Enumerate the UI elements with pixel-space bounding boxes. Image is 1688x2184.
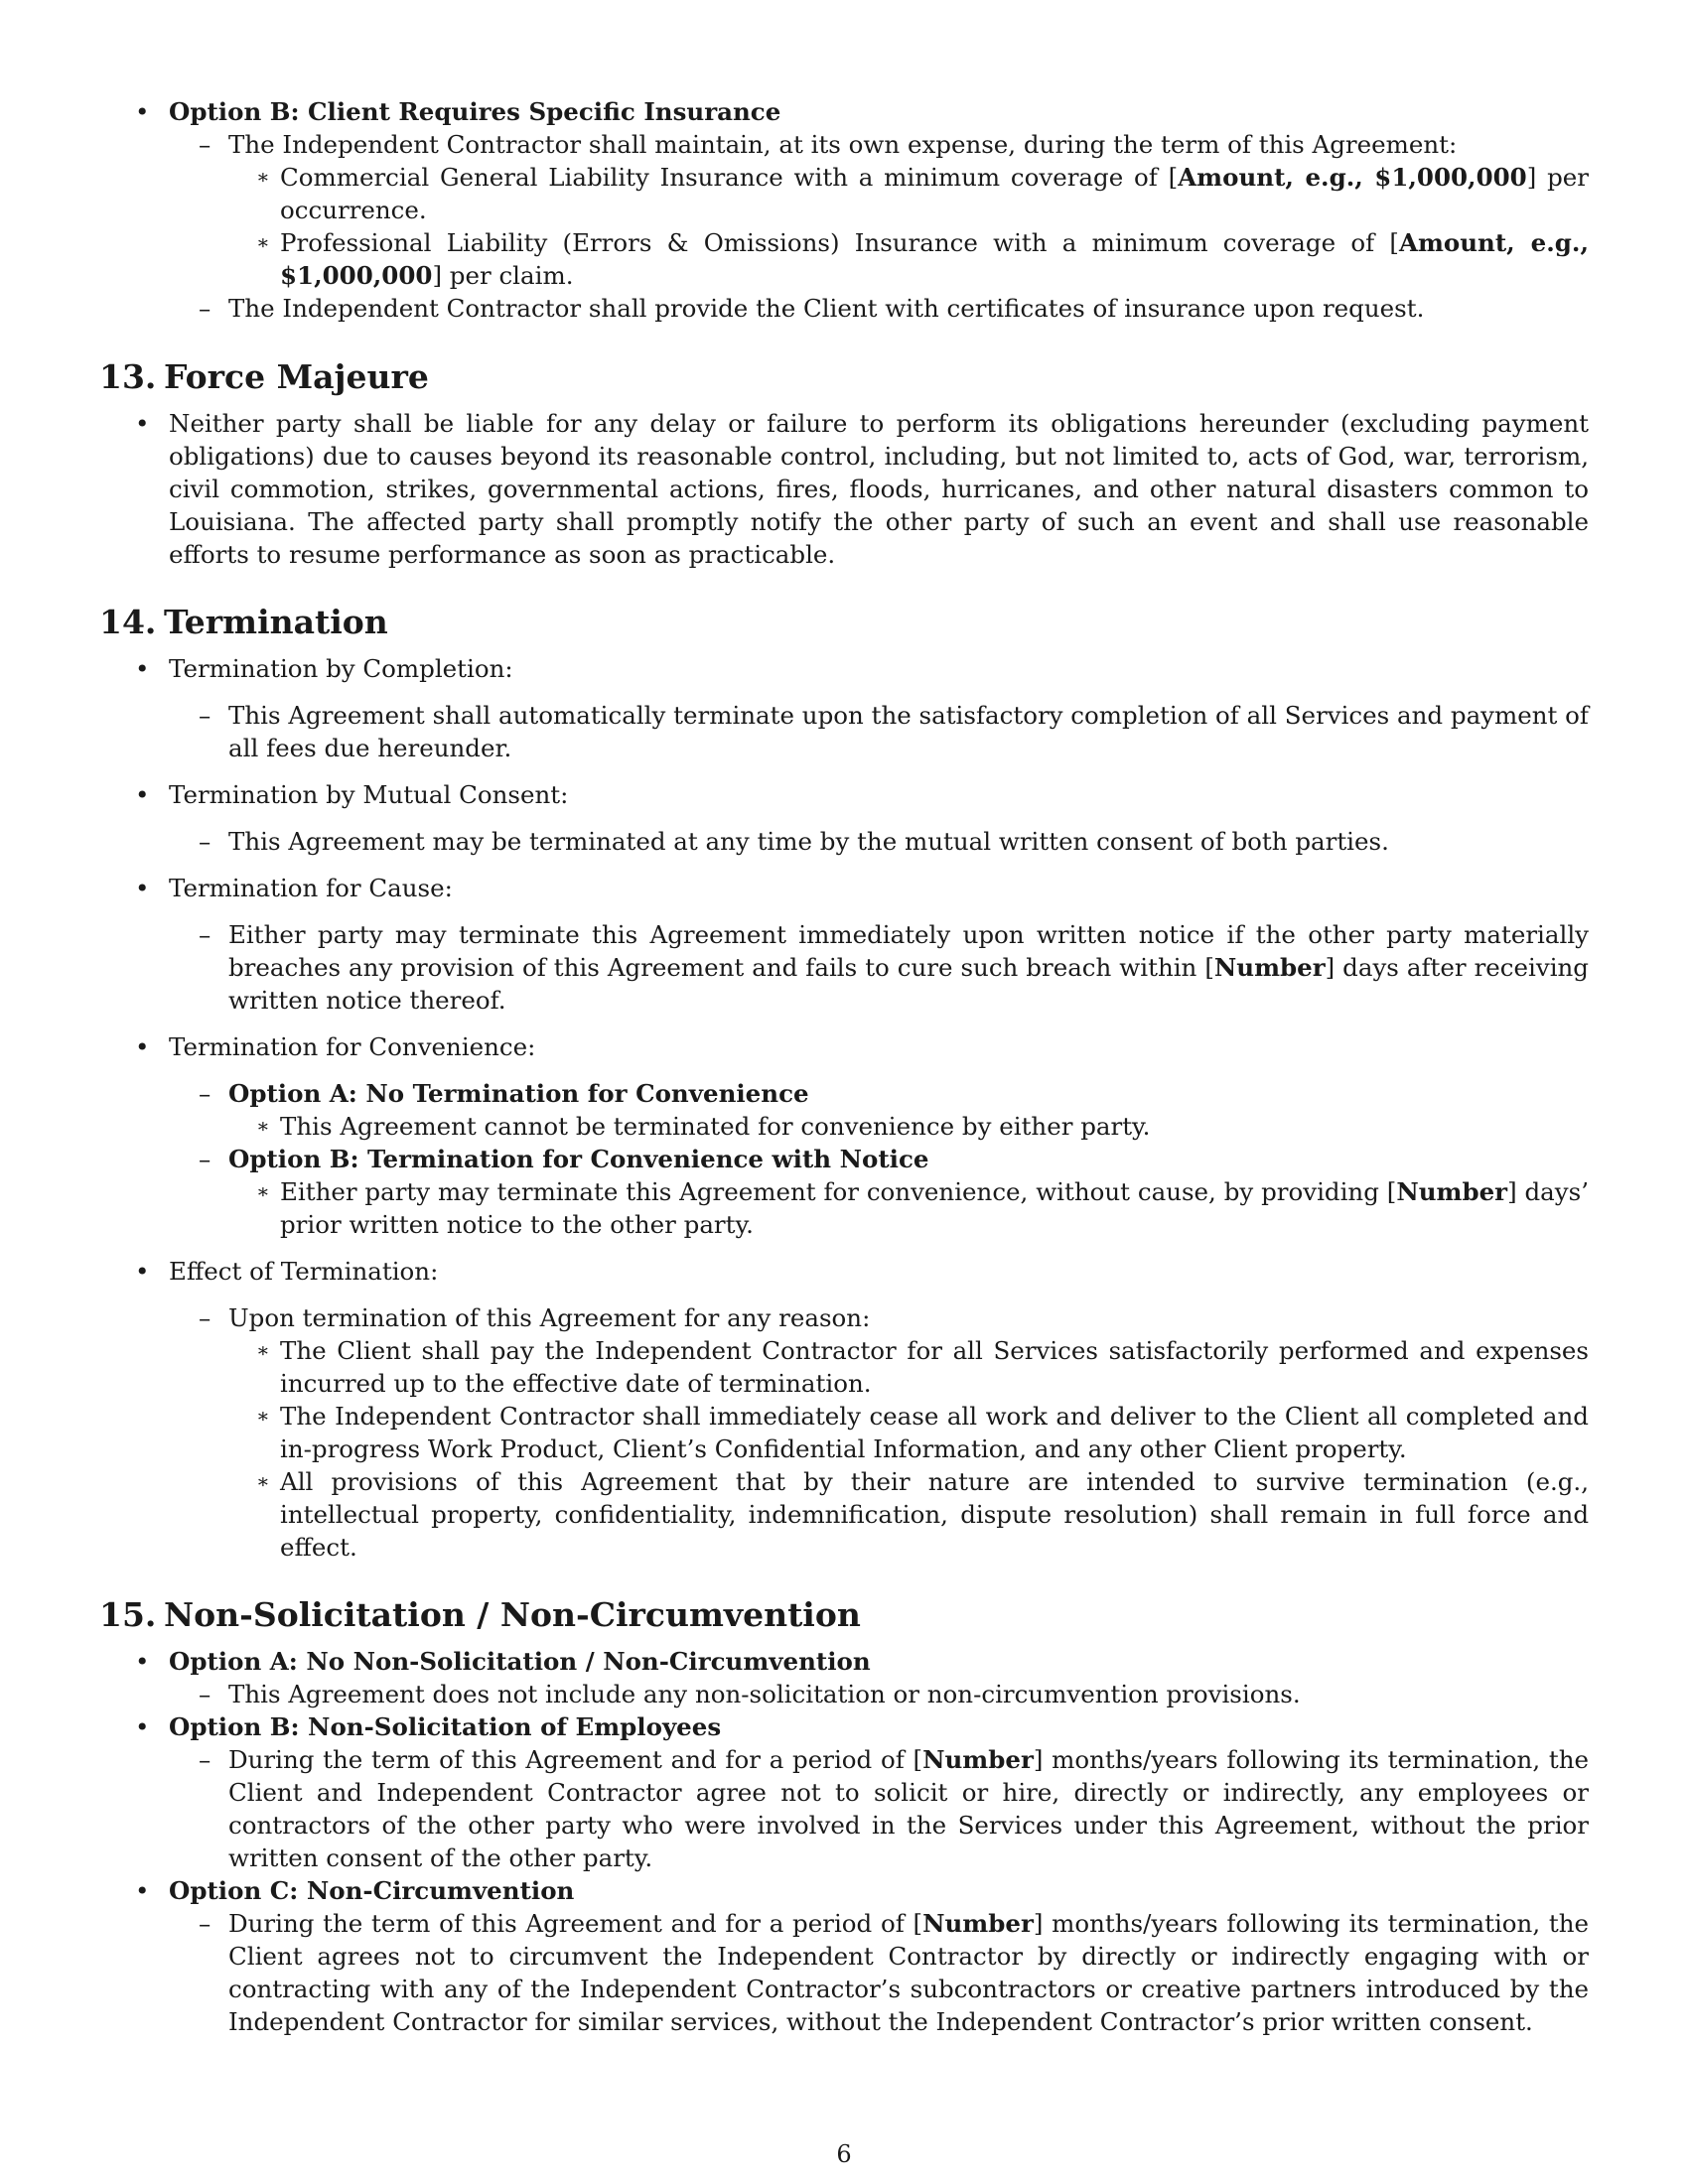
non-solicitation-options-list	[99, 1645, 1589, 2038]
placeholder-number: Number	[922, 1745, 1034, 1774]
force-majeure-list	[99, 407, 1589, 571]
termination-sublist	[169, 918, 1589, 1017]
bullet-marker: •	[135, 1257, 150, 1286]
termination-detail	[169, 918, 1589, 1017]
insurance-sublist	[169, 128, 1589, 325]
dash-marker: –	[199, 827, 211, 856]
option-text: This Agreement cannot be terminated for convenience by either party.	[280, 1112, 1151, 1141]
termination-text: This Agreement may be terminated at any time by the mutual written consent of both parties.	[228, 827, 1389, 856]
star-marker: ∗	[256, 1338, 270, 1362]
non-solicitation-option-c	[99, 1874, 1589, 2038]
option-text-end: ] days’ prior written notice to the other party.	[280, 1177, 1589, 1239]
certificates-item	[169, 292, 1589, 325]
option-detail	[169, 1678, 1589, 1710]
convenience-option-a	[169, 1077, 1589, 1143]
section-number: 14.	[99, 603, 157, 641]
star-marker: ∗	[256, 1114, 270, 1138]
bullet-marker: •	[135, 874, 150, 902]
option-title: Option A: No Termination for Convenience	[228, 1079, 809, 1108]
option-text-end: ] months/years following its termination, the Client and Independent Contractor agree not to solicit or hire, directly or indirectly, any employees or contractors of the other party who were involved in the Services under this Agreement, without the prior written consent of the other party.	[228, 1745, 1589, 1872]
section-heading-termination	[99, 603, 1589, 642]
star-marker: ∗	[256, 230, 270, 254]
placeholder-number: Number	[922, 1909, 1034, 1938]
effect-of-termination	[99, 1255, 1589, 1564]
dash-marker: –	[199, 701, 211, 730]
document-page	[99, 95, 1589, 2038]
bullet-marker: •	[135, 1712, 150, 1741]
section-title: Non-Solicitation / Non-Circumvention	[164, 1595, 861, 1634]
bullet-marker: •	[135, 1032, 150, 1061]
option-text: Either party may terminate this Agreement for convenience, without cause, by providing [	[280, 1177, 1397, 1206]
placeholder-number: Number	[1213, 953, 1326, 982]
placeholder-number: Number	[1396, 1177, 1508, 1206]
placeholder-amount: Amount, e.g., $1,000,000	[1178, 163, 1527, 192]
termination-sublist	[169, 699, 1589, 764]
section-heading-non-solicitation	[99, 1595, 1589, 1635]
dash-marker: –	[199, 130, 211, 159]
dash-marker: –	[199, 920, 211, 949]
effect-item-text: The Client shall pay the Independent Contractor for all Services satisfactorily performed and expenses incurred up to the effective date of termination.	[280, 1336, 1589, 1398]
insurance-types-list	[228, 161, 1589, 292]
termination-for-cause	[99, 872, 1589, 1017]
dash-marker: –	[199, 1745, 211, 1774]
dash-marker: –	[199, 1303, 211, 1332]
option-detail	[228, 1110, 1589, 1143]
option-detail-list	[169, 1907, 1589, 2038]
option-text: During the term of this Agreement and for a period of [	[228, 1745, 923, 1774]
termination-label: Termination by Completion:	[169, 654, 513, 683]
cgl-text-end: ] per occurrence.	[280, 163, 1589, 224]
termination-sublist	[169, 825, 1589, 858]
option-detail	[169, 1743, 1589, 1874]
non-solicitation-option-b	[99, 1710, 1589, 1874]
force-majeure-item	[99, 407, 1589, 571]
prof-text: Professional Liability (Errors & Omissions) Insurance with a minimum coverage of [	[280, 228, 1399, 257]
effect-sublist	[169, 1301, 1589, 1564]
termination-label: Effect of Termination:	[169, 1257, 439, 1286]
termination-label: Termination for Convenience:	[169, 1032, 536, 1061]
termination-label: Termination for Cause:	[169, 874, 453, 902]
option-title: Option C: Non-Circumvention	[169, 1876, 575, 1905]
section-title: Force Majeure	[164, 357, 429, 396]
insurance-intro-text: The Independent Contractor shall maintain, at its own expense, during the term of this Agreement:	[228, 130, 1458, 159]
option-detail-list	[169, 1678, 1589, 1710]
effect-items-list	[228, 1334, 1589, 1564]
termination-for-convenience	[99, 1030, 1589, 1241]
bullet-marker: •	[135, 1876, 150, 1905]
bullet-marker: •	[135, 97, 150, 126]
option-text: During the term of this Agreement and for a period of [	[228, 1909, 923, 1938]
termination-text-end: ] days after receiving written notice thereof.	[228, 953, 1589, 1015]
section-number: 13.	[99, 357, 157, 396]
convenience-options-list	[169, 1077, 1589, 1241]
option-text-end: ] months/years following its termination, the Client agrees not to circumvent the Independent Contractor by directly or indirectly engaging with or contracting with any of the Independent Contractor’s subcontractors or creative partners introduced by the Independent Contractor for similar services, without the Independent Contractor’s prior written consent.	[228, 1909, 1589, 2036]
dash-marker: –	[199, 294, 211, 323]
option-detail-list	[228, 1175, 1589, 1241]
option-title: Option A: No Non-Solicitation / Non-Circumvention	[169, 1647, 871, 1676]
termination-by-mutual-consent	[99, 778, 1589, 858]
section-heading-force-majeure	[99, 357, 1589, 397]
effect-item	[228, 1400, 1589, 1465]
bullet-marker: •	[135, 409, 150, 438]
insurance-option-b	[99, 95, 1589, 325]
star-marker: ∗	[256, 1179, 270, 1203]
section-number: 15.	[99, 1595, 157, 1634]
effect-item-text: The Independent Contractor shall immediately cease all work and deliver to the Client all completed and in-progress Work Product, Client’s Confidential Information, and any other Client property.	[280, 1402, 1589, 1463]
section-title: Termination	[164, 603, 388, 641]
effect-item	[228, 1465, 1589, 1564]
star-marker: ∗	[256, 165, 270, 189]
prof-text-end: ] per claim.	[432, 261, 574, 290]
termination-detail	[169, 699, 1589, 764]
effect-intro	[169, 1301, 1589, 1564]
certificates-text: The Independent Contractor shall provide the Client with certificates of insurance upon request.	[228, 294, 1425, 323]
termination-by-completion	[99, 652, 1589, 764]
option-detail	[169, 1907, 1589, 2038]
dash-marker: –	[199, 1909, 211, 1938]
professional-liability-item	[228, 226, 1589, 292]
termination-label: Termination by Mutual Consent:	[169, 780, 569, 809]
star-marker: ∗	[256, 1469, 270, 1493]
dash-marker: –	[199, 1145, 211, 1173]
termination-text: This Agreement shall automatically terminate upon the satisfactory completion of all Services and payment of all fees due hereunder.	[228, 701, 1589, 762]
page-number: 6	[836, 2140, 852, 2168]
option-detail	[228, 1175, 1589, 1241]
option-text: This Agreement does not include any non-solicitation or non-circumvention provisions.	[228, 1680, 1301, 1708]
insurance-intro	[169, 128, 1589, 292]
bullet-marker: •	[135, 1647, 150, 1676]
bullet-marker: •	[135, 654, 150, 683]
termination-list	[99, 652, 1589, 1564]
force-majeure-text: Neither party shall be liable for any delay or failure to perform its obligations hereunder (excluding payment obligations) due to causes beyond its reasonable control, including, but not limited to, acts of God, war, terrorism, civil commotion, strikes, governmental actions, fires, floods, hurricanes, and other natural disasters common to Louisiana. The affected party shall promptly notify the other party of such an event and shall use reasonable efforts to resume performance as soon as practicable.	[169, 409, 1589, 569]
effect-item	[228, 1334, 1589, 1400]
dash-marker: –	[199, 1680, 211, 1708]
option-detail-list	[169, 1743, 1589, 1874]
placeholder-amount: Amount, e.g., $1,000,000	[280, 228, 1589, 290]
termination-detail	[169, 825, 1589, 858]
option-title: Option B: Client Requires Specific Insurance	[169, 97, 781, 126]
star-marker: ∗	[256, 1404, 270, 1428]
dash-marker: –	[199, 1079, 211, 1108]
termination-text: Either party may terminate this Agreement immediately upon written notice if the other party materially breaches any provision of this Agreement and fails to cure such breach within [	[228, 920, 1589, 982]
insurance-options-list	[99, 95, 1589, 325]
non-solicitation-option-a	[99, 1645, 1589, 1710]
bullet-marker: •	[135, 780, 150, 809]
option-detail-list	[228, 1110, 1589, 1143]
cgl-text: Commercial General Liability Insurance with a minimum coverage of [	[280, 163, 1179, 192]
option-title: Option B: Non-Solicitation of Employees	[169, 1712, 722, 1741]
convenience-option-b	[169, 1143, 1589, 1241]
option-title: Option B: Termination for Convenience with Notice	[228, 1145, 929, 1173]
effect-item-text: All provisions of this Agreement that by their nature are intended to survive termination (e.g., intellectual property, confidentiality, indemnification, dispute resolution) shall remain in full force and effect.	[280, 1467, 1589, 1562]
cgl-item	[228, 161, 1589, 226]
effect-intro-text: Upon termination of this Agreement for any reason:	[228, 1303, 871, 1332]
